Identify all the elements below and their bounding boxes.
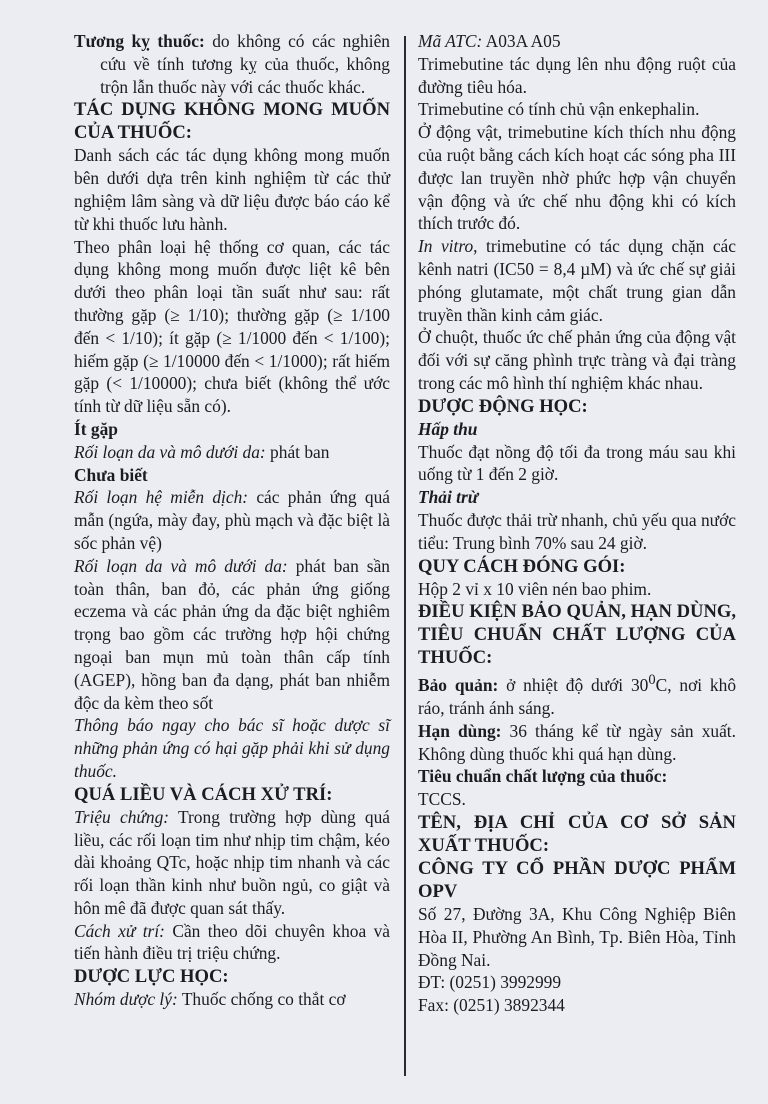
standard-text: TCCS.	[418, 789, 466, 810]
company-fax: Fax: (0251) 3892344	[418, 995, 565, 1016]
unknown-heading: Chưa biết	[74, 464, 148, 485]
treatment-paragraph	[74, 920, 390, 966]
standard-label: Tiêu chuẩn chất lượng của thuốc:	[418, 766, 668, 787]
adverse-heading: TÁC DỤNG KHÔNG MONG MUỐN CỦA THUỐC:	[74, 99, 390, 144]
absorption-heading: Hấp thu	[418, 418, 478, 439]
group-text: Thuốc chống co thắt cơ	[177, 989, 346, 1010]
storage-heading: ĐIỀU KIỆN BẢO QUẢN, HẠN DÙNG, TIÊU CHUẨN CHẤT LƯỢNG CỦA THUỐC:	[418, 601, 736, 669]
elimination-heading: Thải trừ	[418, 487, 479, 508]
immune-label: Rối loạn hệ miễn dịch:	[74, 487, 249, 508]
adverse-intro: Danh sách các tác dụng không mong muốn bên dưới dựa trên kinh nghiệm từ các thử nghiệm lâm sàng và dữ liệu được báo cáo kể từ khi thuốc lưu hành.	[74, 145, 390, 234]
expiry-text: 36 tháng kể từ ngày sản xuất. Không dùng thuốc khi quá hạn dùng.	[418, 720, 736, 764]
notify-text: Thông báo ngay cho bác sĩ hoặc dược sĩ những phản ứng có hại gặp phải khi sử dụng thuốc.	[74, 715, 390, 781]
manufacturer-heading: TÊN, ĐỊA CHỈ CỦA CƠ SỞ SẢN XUẤT THUỐC:	[418, 811, 736, 856]
right-column	[418, 30, 736, 1017]
column-divider	[404, 36, 406, 1076]
skin-text: phát ban sần toàn thân, ban đỏ, các phản ứng giống eczema và các phản ứng da đặc biệt nghiêm trọng bao gồm các trường hợp hội chứng ngoại ban mụn mủ toàn thân cấp tính (AGEP), hồng ban đa dạng, phát ban nhiễm độc da kèm theo sốt	[74, 555, 390, 713]
compat-text: do không có các nghiên cứu về tính tương kỵ của thuốc, không trộn lẫn thuốc này với các thuốc khác.	[100, 31, 390, 97]
storage-text-b: C, nơi khô ráo, tránh ánh sáng.	[418, 675, 737, 718]
skin-label: Rối loạn da và mô dưới da:	[74, 555, 288, 576]
expiry-label: Hạn dùng:	[418, 720, 502, 741]
storage-paragraph	[418, 669, 736, 719]
group-paragraph	[74, 988, 390, 1011]
uncommon-skin	[74, 441, 390, 464]
company-name: CÔNG TY CỔ PHẦN DƯỢC PHẨM OPV	[418, 857, 736, 902]
symptoms-paragraph	[74, 806, 390, 920]
uncommon-heading: Ít gặp	[74, 418, 118, 439]
storage-degree: 0	[648, 672, 656, 689]
atc-code: A03A A05	[482, 31, 561, 51]
immune-text: các phản ứng quá mẫn (ngứa, mày đay, phù mạch và đặc biệt là sốc phản vệ)	[74, 487, 390, 553]
overdose-heading: QUÁ LIỀU VÀ CÁCH XỬ TRÍ:	[74, 783, 333, 805]
expiry-paragraph	[418, 720, 736, 766]
storage-label: Bảo quản:	[418, 675, 499, 696]
adverse-frequency: Theo phân loại hệ thống cơ quan, các tác dụng không mong muốn được liệt kê bên dưới theo phân loại tần suất như sau: rất thường gặp (≥ 1/10); thường gặp (≥ 1/100 đến < 1/10); ít gặp (≥ 1/1000 đến < 1/100); hiếm gặp (≥ 1/10000 đến < 1/1000); rất hiếm gặp (< 1/10000); chưa biết (không thể ước tính từ dữ liệu sẵn có).	[74, 236, 390, 417]
pharmacodynamics-heading: DƯỢC LỰC HỌC:	[74, 966, 229, 988]
elimination-text: Thuốc được thải trừ nhanh, chủ yếu qua nước tiểu: Trung bình 70% sau 24 giờ.	[418, 509, 736, 553]
pharmacokinetics-heading: DƯỢC ĐỘNG HỌC:	[418, 395, 588, 417]
uncommon-skin-text: phát ban	[265, 441, 330, 462]
left-column	[74, 30, 390, 1011]
treatment-text: Cần theo dõi chuyên khoa và tiến hành điều trị triệu chứng.	[74, 920, 390, 964]
pd-paragraph-1: Trimebutine tác dụng lên nhu động ruột của đường tiêu hóa.	[418, 53, 736, 97]
pd-paragraph-3: Ở động vật, trimebutine kích thích nhu động của ruột bằng cách kích hoạt các sóng pha III được lan truyền nhờ phức hợp vận chuyển vận động và ức chế nhu động khi có kích thích trước đó.	[418, 122, 736, 234]
storage-text-a: ở nhiệt độ dưới 30	[498, 675, 649, 696]
absorption-text: Thuốc đạt nồng độ tối đa trong máu sau khi uống từ 1 đến 2 giờ.	[418, 441, 736, 485]
compat-label: Tương kỵ thuốc:	[74, 31, 205, 51]
uncommon-skin-label: Rối loạn da và mô dưới da:	[74, 441, 266, 462]
treatment-label: Cách xử trí:	[74, 920, 165, 941]
pd-paragraph-2: Trimebutine có tính chủ vận enkephalin.	[418, 99, 700, 120]
invitro-paragraph	[418, 235, 736, 326]
company-phone: ĐT: (0251) 3992999	[418, 972, 562, 993]
compat-paragraph	[74, 30, 390, 98]
symptoms-label: Triệu chứng:	[74, 806, 170, 827]
group-label: Nhóm dược lý:	[74, 989, 178, 1010]
packing-text: Hộp 2 vỉ x 10 viên nén bao phim.	[418, 578, 652, 599]
company-address: Số 27, Đường 3A, Khu Công Nghiệp Biên Hòa II, Phường An Bình, Tp. Biên Hòa, Tỉnh Đồng Nai.	[418, 903, 736, 970]
packing-heading: QUY CÁCH ĐÓNG GÓI:	[418, 555, 626, 577]
skin-paragraph	[74, 555, 390, 715]
symptoms-text: Trong trường hợp dùng quá liều, các rối loạn tim như nhịp tim chậm, kéo dài khoảng QTc, hoặc nhịp tim nhanh và các rối loạn thần kinh như buồn ngủ, co giật và hôn mê đã được quan sát thấy.	[74, 806, 390, 918]
atc-paragraph	[418, 30, 736, 53]
invitro-text: , trimebutine có tác dụng chặn các kênh natri (IC50 = 8,4 µM) và ức chế sự giải phóng glutamate, một chất trung gian dẫn truyền thần kinh cảm giác.	[418, 236, 736, 325]
immune-paragraph	[74, 486, 390, 554]
atc-label: Mã ATC:	[418, 31, 483, 51]
pd-paragraph-5: Ở chuột, thuốc ức chế phản ứng của động vật đối với sự căng phình trực tràng và đại tràng trong các mô hình thí nghiệm khác nhau.	[418, 327, 736, 393]
invitro-label: In vitro	[418, 236, 474, 257]
